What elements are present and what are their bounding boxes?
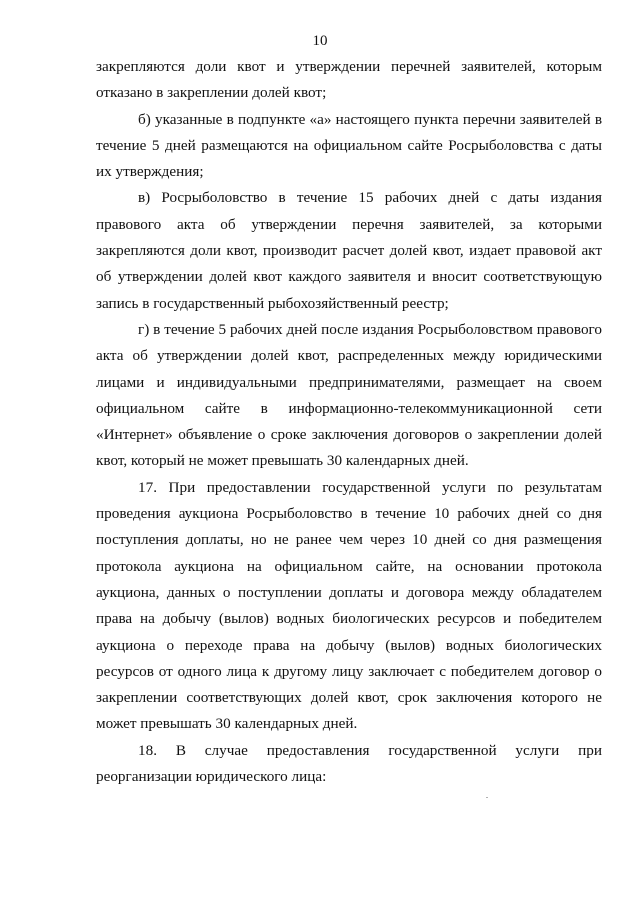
paragraph-item-b	[96, 107, 602, 186]
text-line: акта об утверждении долей квот, распределенных между юридическими	[96, 347, 602, 365]
paragraph-continuation	[96, 54, 602, 107]
text-line: аукциона, данных о поступлении доплаты и договора между обладателем	[96, 583, 602, 601]
text-line: «Интернет» объявление о сроке заключения договоров о закреплении долей	[96, 426, 602, 444]
text-line: официальном сайте в информационно-телекоммуникационной сети	[96, 399, 602, 417]
text-line: закрепляются доли квот, производит расчет долей квот, издает правовой акт	[96, 242, 602, 260]
paragraph-item-g	[96, 317, 602, 475]
text-line: протокола аукциона на официальном сайте, на основании протокола	[96, 557, 602, 575]
text-line: права на добычу (вылов) водных биологических ресурсов и победителем	[96, 610, 602, 628]
text-line: г) в течение 5 рабочих дней после издания Росрыболовством правового	[138, 320, 602, 338]
text-line: отказано в закреплении долей квот;	[96, 84, 327, 102]
text-line: проведения аукциона Росрыболовство в течение 10 рабочих дней со дня	[96, 505, 602, 523]
text-line: в) Росрыболовство в течение 15 рабочих дней с даты издания	[138, 189, 602, 207]
text-line: их утверждения;	[96, 163, 204, 181]
text-line: правового акта об утверждении перечня заявителей, за которыми	[96, 215, 602, 233]
paragraph-item-v	[96, 185, 602, 316]
document-body	[96, 54, 602, 790]
text-line: реорганизации юридического лица:	[96, 768, 327, 786]
text-line: 18. В случае предоставления государственной услуги при	[138, 741, 602, 759]
paragraph-item-18	[96, 738, 602, 791]
text-line: квот, который не может превышать 30 календарных дней.	[96, 452, 469, 470]
text-line: может превышать 30 календарных дней.	[96, 715, 358, 733]
text-line: течение 5 дней размещаются на официальном сайте Росрыболовства с даты	[96, 136, 602, 154]
text-line: поступления доплаты, но не ранее чем через 10 дней со дня размещения	[96, 531, 602, 549]
page-number: 10	[312, 33, 328, 49]
scan-speck	[486, 797, 488, 798]
text-line: об утверждении долей квот каждого заявителя и вносит соответствующую	[96, 268, 602, 286]
text-line: аукциона о переходе права на добычу (вылов) водных биологических	[96, 636, 602, 654]
text-line: закрепляются доли квот и утверждении перечней заявителей, которым	[96, 58, 602, 75]
text-line: лицами и индивидуальными предпринимателями, размещает на своем	[96, 373, 602, 391]
text-line: 17. При предоставлении государственной услуги по результатам	[138, 478, 602, 496]
text-line: б) указанные в подпункте «а» настоящего пункта перечни заявителей в	[138, 110, 602, 128]
text-line: ресурсов от одного лица к другому лицу заключает с победителем договор о	[96, 662, 602, 680]
paragraph-item-17	[96, 475, 602, 738]
text-line: закреплении соответствующих долей квот, срок заключения которого не	[96, 689, 602, 707]
text-line: запись в государственный рыбохозяйственный реестр;	[96, 294, 449, 312]
